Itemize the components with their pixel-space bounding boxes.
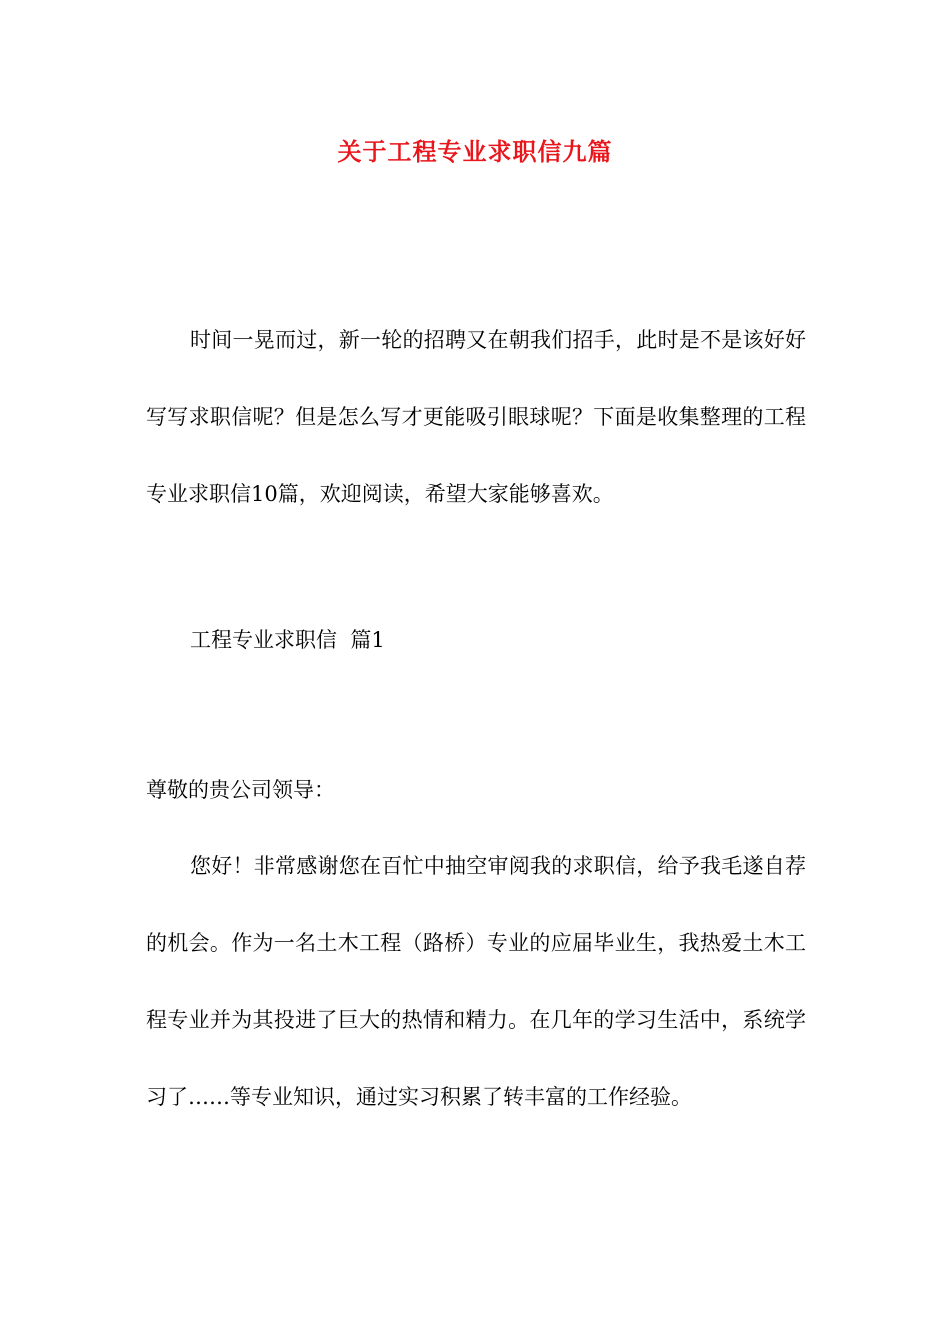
intro-paragraph: 时间一晃而过，新一轮的招聘又在朝我们招手，此时是不是该好好写写求职信呢？但是怎么写才更能吸引眼球呢？下面是收集整理的工程专业求职信10篇，欢迎阅读，希望大家能够喜欢。 xyxy=(146,328,806,506)
section-heading: 工程专业求职信 篇1 xyxy=(190,628,385,652)
document-title: 关于工程专业求职信九篇 xyxy=(337,137,613,166)
salutation: 尊敬的贵公司领导： xyxy=(146,778,335,802)
body-paragraph: 您好！非常感谢您在百忙中抽空审阅我的求职信，给予我毛遂自荐的机会。作为一名土木工程（路桥）专业的应届毕业生，我热爱土木工程专业并为其投进了巨大的热情和精力。在几年的学习生活中，系统学习了……等专业知识，通过实习积累了转丰富的工作经验。 xyxy=(146,854,806,1109)
